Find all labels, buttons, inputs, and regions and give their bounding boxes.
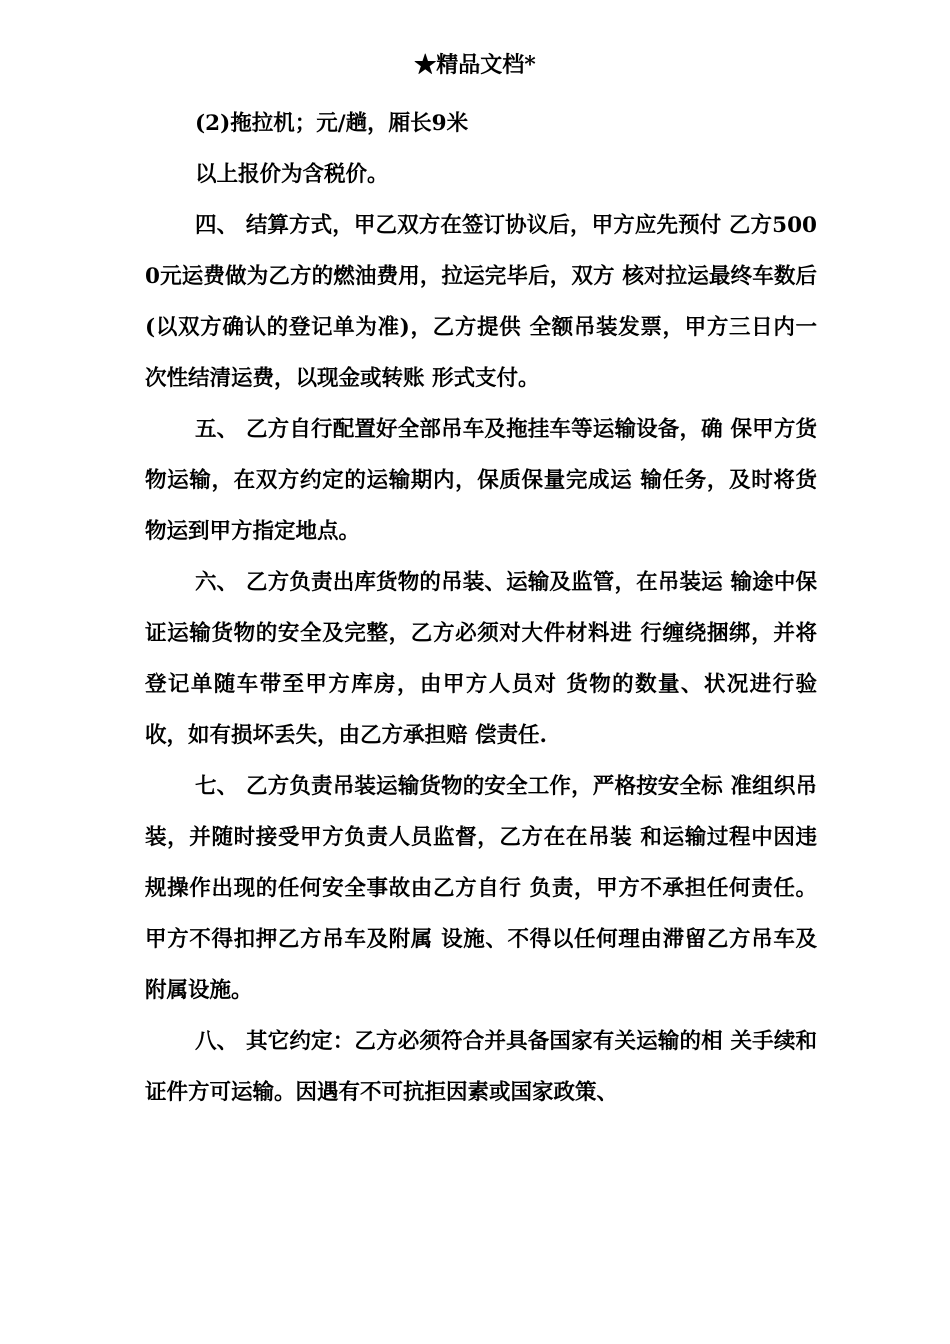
paragraph-tractor-price: (2)拖拉机；元/趟，厢长9米	[195, 111, 469, 136]
paragraph-settlement: 四、 结算方式，甲乙双方在签订协议后，甲方应先预付 乙方5000元运费做为乙方的燃油费用，拉运完毕后，双方 核对拉运最终车数后(以双方确认的登记单为准)，乙方提供 全额吊装发票，甲方三日内一次性结清运费，以现金或转账 形式支付。	[145, 213, 817, 391]
paragraph-other-terms: 八、 其它约定：乙方必须符合并具备国家有关运输的相 关手续和证件方可运输。因遇有不可抗拒因素或国家政策、	[145, 1029, 817, 1105]
paragraph-loading-transport: 六、 乙方负责出库货物的吊装、运输及监管，在吊装运 输途中保证运输货物的安全及完整，乙方必须对大件材料进 行缠绕捆绑，并将登记单随车带至甲方库房，由甲方人员对 货物的数量、状况进行验收，如有损坏丢失，由乙方承担赔 偿责任.	[145, 570, 817, 748]
paragraph-safety: 七、 乙方负责吊装运输货物的安全工作，严格按安全标 准组织吊装，并随时接受甲方负责人员监督，乙方在在吊装 和运输过程中因违规操作出现的任何安全事故由乙方自行 负责，甲方不承担任何责任。甲方不得扣押乙方吊车及附属 设施、不得以任何理由滞留乙方吊车及附属设施。	[145, 774, 817, 1003]
paragraph-equipment: 五、 乙方自行配置好全部吊车及拖挂车等运输设备，确 保甲方货物运输，在双方约定的运输期内，保质保量完成运 输任务，及时将货物运到甲方指定地点。	[145, 417, 817, 544]
document-body	[145, 98, 817, 1118]
page-header-title: ★精品文档*	[414, 52, 536, 78]
paragraph-tax-note: 以上报价为含税价。	[195, 162, 389, 187]
